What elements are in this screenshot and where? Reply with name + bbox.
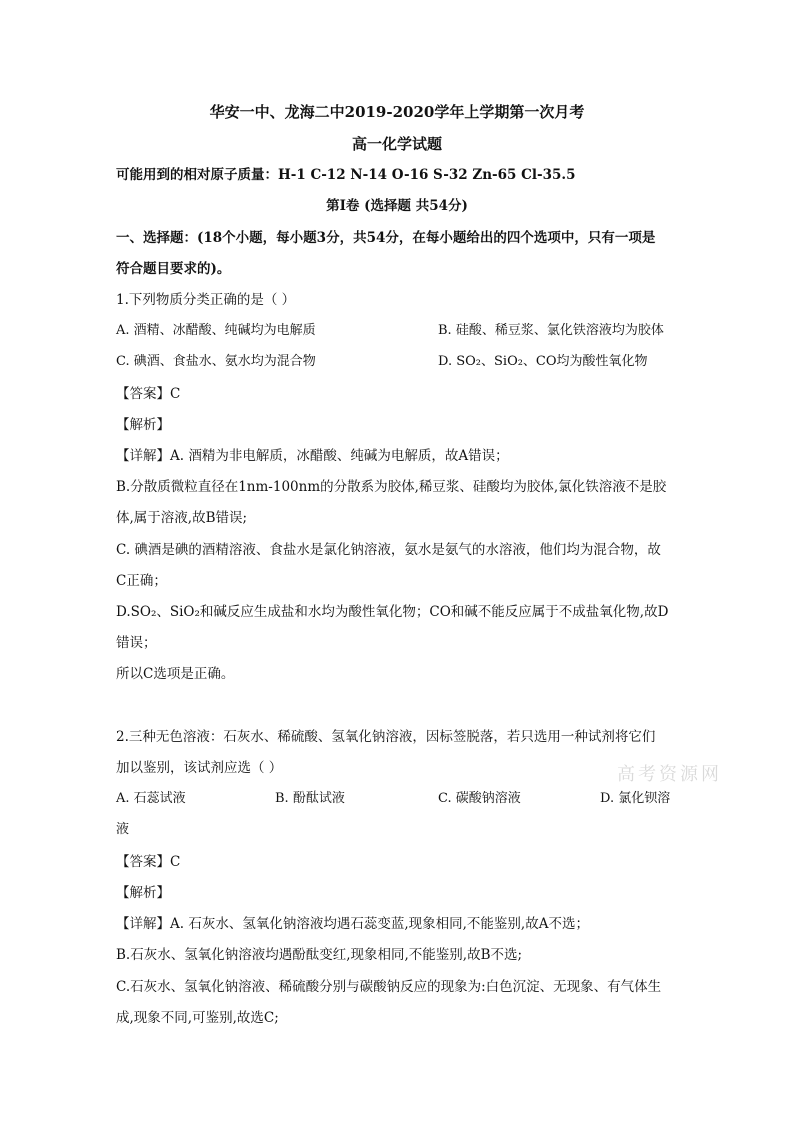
q1-detail-c-line2: C正确； <box>116 573 167 589</box>
q1-detail-b-line2: 体,属于溶液,故B错误; <box>116 510 248 526</box>
q1-detail-d-line1: D.SO₂、SiO₂和碱反应生成盐和水均为酸性氧化物；CO和碱不能反应属于不成盐氧化物,故D <box>116 604 669 620</box>
atomic-masses: 可能用到的相对原子质量：H-1 C-12 N-14 O-16 S-32 Zn-65 Cl-35.5 <box>116 167 576 183</box>
q1-option-d: D. SO₂、SiO₂、CO均为酸性氧化物 <box>438 354 648 369</box>
section-heading-line1: 一、选择题：(18个小题，每小题3分，共54分，在每小题给出的四个选项中，只有一项是 <box>116 230 656 246</box>
q1-analysis-label: 【解析】 <box>116 417 170 433</box>
q1-detail-d-line2: 错误； <box>116 635 157 651</box>
q2-stem-line2: 加以鉴别，该试剂应选（ ） <box>116 760 283 776</box>
q1-detail-b-line1: B.分散质微粒直径在1nm-100nm的分散系为胶体,稀豆浆、硅酸均为胶体,氯化铁溶液不是胶 <box>116 479 667 495</box>
q1-option-b: B. 硅酸、稀豆浆、氯化铁溶液均为胶体 <box>438 323 664 338</box>
q2-option-d-continued: 液 <box>116 822 130 837</box>
q1-option-c: C. 碘酒、食盐水、氨水均为混合物 <box>116 354 316 369</box>
section-heading-line2: 符合题目要求的)。 <box>116 261 231 277</box>
q1-detail-c-line1: C. 碘酒是碘的酒精溶液、食盐水是氯化钠溶液，氨水是氨气的水溶液，他们均为混合物，故 <box>116 542 661 558</box>
watermark: 高考资源网 <box>617 764 722 785</box>
q1-answer: 【答案】C <box>116 386 181 402</box>
volume-heading: 第Ⅰ卷 (选择题 共54分) <box>326 198 468 214</box>
q1-detail-a: 【详解】A. 酒精为非电解质，冰醋酸、纯碱为电解质，故A错误； <box>116 448 509 464</box>
q2-detail-c-line2: 成,现象不同,可鉴别,故选C; <box>116 1010 279 1026</box>
q2-detail-b: B.石灰水、氢氧化钠溶液均遇酚酞变红,现象相同,不能鉴别,故B不选; <box>116 947 523 963</box>
q2-analysis-label: 【解析】 <box>116 885 170 901</box>
exam-title: 华安一中、龙海二中2019-2020学年上学期第一次月考 <box>209 103 585 121</box>
q2-option-c: C. 碳酸钠溶液 <box>438 791 521 806</box>
exam-subject: 高一化学试题 <box>351 135 442 153</box>
q2-option-d: D. 氯化钡溶 <box>600 791 671 806</box>
q2-detail-c-line1: C.石灰水、氢氧化钠溶液、稀硫酸分别与碳酸钠反应的现象为:白色沉淀、无现象、有气体生 <box>116 979 662 995</box>
q2-detail-a: 【详解】A. 石灰水、氢氧化钠溶液均遇石蕊变蓝,现象相同,不能鉴别,故A不选； <box>116 916 589 932</box>
q2-stem-line1: 2.三种无色溶液：石灰水、稀硫酸、氢氧化钠溶液，因标签脱落，若只选用一种试剂将它们 <box>116 729 656 745</box>
q2-option-a: A. 石蕊试液 <box>116 791 186 806</box>
q1-stem: 1.下列物质分类正确的是（ ） <box>116 292 296 308</box>
q2-option-b: B. 酚酞试液 <box>275 791 345 806</box>
q2-answer: 【答案】C <box>116 854 181 870</box>
q1-option-a: A. 酒精、冰醋酸、纯碱均为电解质 <box>116 323 316 338</box>
q1-conclusion: 所以C选项是正确。 <box>116 666 235 682</box>
